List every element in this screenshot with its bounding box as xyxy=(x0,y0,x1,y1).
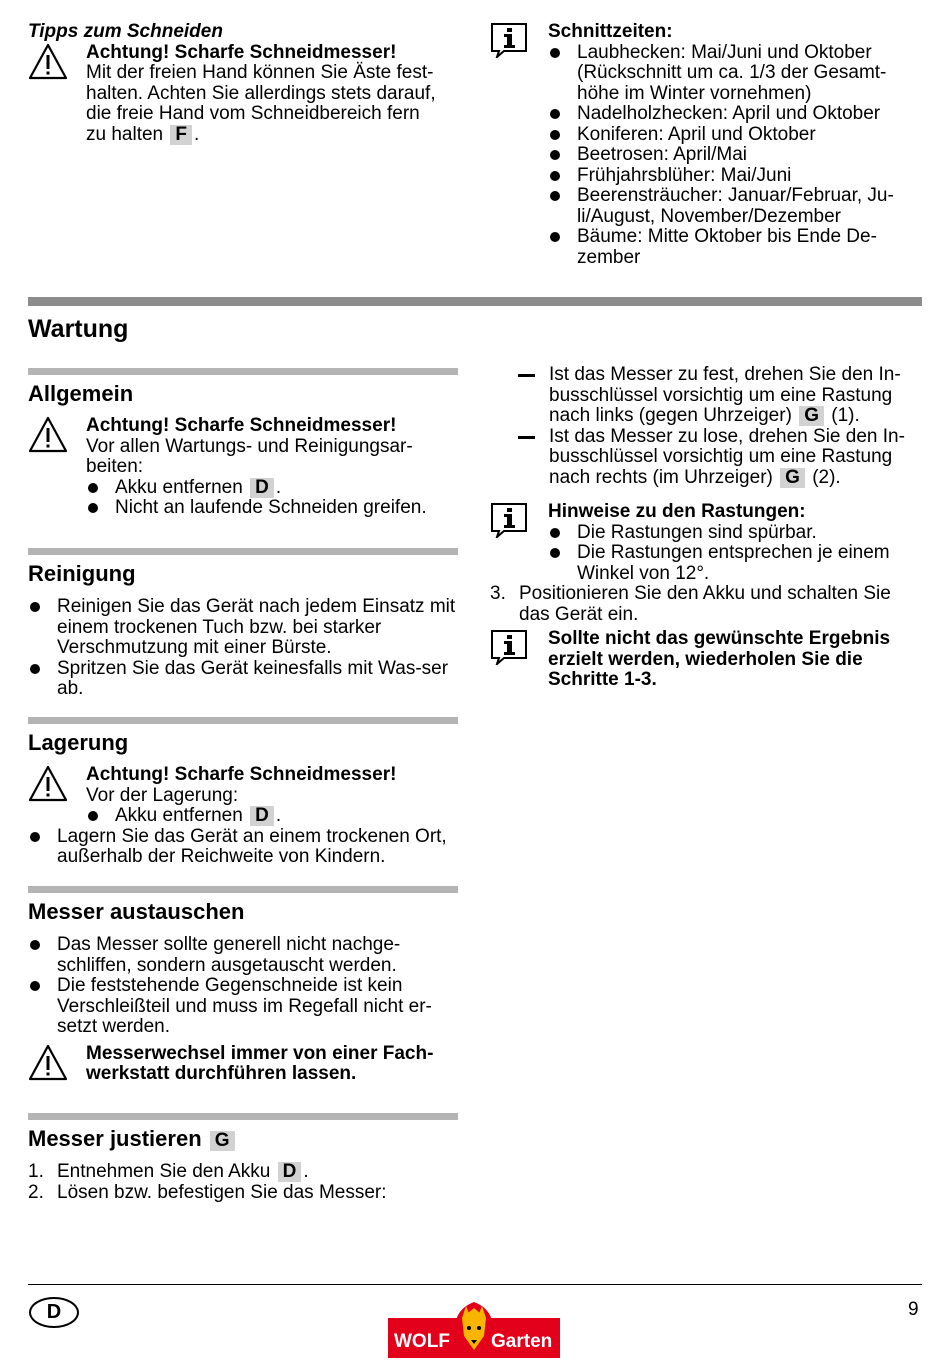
final-note-text: Sollte nicht das gewünschte Ergebnis erzielt werden, wiederholen Sie die Schritte 1-3. xyxy=(548,628,891,690)
subsection-divider xyxy=(28,886,458,893)
footer-divider xyxy=(28,1284,922,1285)
allgemein-warning-text: Vor allen Wartungs- und Reinigungsar-beiten: xyxy=(86,435,413,477)
lagerung-sublist xyxy=(86,806,460,827)
subsection-divider xyxy=(28,1113,458,1120)
logo-text-right: Garten xyxy=(491,1331,553,1352)
warning-triangle-icon xyxy=(28,416,68,453)
list-item: Laubhecken: Mai/Juni und Oktober (Rückschnitt um ca. 1/3 der Gesamt-höhe im Winter vornehmen) xyxy=(548,43,922,105)
list-item: Die Rastungen entsprechen je einem Winkel von 12°. xyxy=(548,543,922,584)
tipps-warning-title: Achtung! Scharfe Schneidmesser! xyxy=(86,41,397,63)
info-icon xyxy=(490,629,528,665)
list-item: 2. Lösen bzw. befestigen Sie das Messer: xyxy=(28,1181,387,1203)
messer-justieren-steps xyxy=(28,1162,460,1203)
tipps-warning-line-3: die freie Hand vom Schneidbereich fern xyxy=(86,103,420,124)
list-item: Das Messer sollte generell nicht nachge-schliffen, sondern ausgetauscht werden. xyxy=(28,935,460,976)
warning-triangle-icon xyxy=(28,1044,68,1081)
messer-austauschen-section xyxy=(28,899,460,1085)
step-3 xyxy=(490,584,922,625)
wolf-garten-logo xyxy=(388,1302,560,1358)
list-item: Die Rastungen sind spürbar. xyxy=(548,523,922,544)
list-item: Akku entfernen D . xyxy=(86,478,460,499)
messer-austauschen-warning-text: Messerwechsel immer von einer Fach-werkstatt durchführen lassen. xyxy=(86,1042,434,1084)
list-item: Ist das Messer zu fest, drehen Sie den In-busschlüssel vorsichtig um eine Rastung nach links (gegen Uhrzeiger) G (1). xyxy=(490,365,922,427)
reinigung-section xyxy=(28,561,460,700)
hinweise-note xyxy=(490,502,922,584)
tipps-warning xyxy=(28,43,460,146)
list-item: Beetrosen: April/Mai xyxy=(548,145,922,166)
dash-list xyxy=(490,365,922,488)
list-item: Reinigen Sie das Gerät nach jedem Einsatz mit einem trockenen Tuch bzw. bei starker Verschmutzung mit einer Bürste. xyxy=(28,597,460,659)
list-item: Bäume: Mitte Oktober bis Ende De-zember xyxy=(548,227,922,268)
list-item: Die feststehende Gegenschneide ist kein Verschleißteil und muss im Regefall nicht er-setzt werden. xyxy=(28,976,460,1038)
list-item: Nicht an laufende Schneiden greifen. xyxy=(86,498,460,519)
wartung-heading: Wartung xyxy=(28,315,129,343)
list-item: 3. Positionieren Sie den Akku und schalten Sie das Gerät ein. xyxy=(490,583,891,625)
tipps-section xyxy=(28,22,460,145)
figure-ref-badge: G xyxy=(210,1131,235,1151)
info-icon xyxy=(490,502,528,538)
list-item: 1. Entnehmen Sie den Akku D . xyxy=(28,1161,309,1182)
schnittzeiten-list xyxy=(548,43,922,269)
list-item: Frühjahrsblüher: Mai/Juni xyxy=(548,166,922,187)
info-icon xyxy=(490,22,528,58)
warning-triangle-icon xyxy=(28,43,68,80)
figure-ref-badge: F xyxy=(170,125,192,145)
tipps-title: Tipps zum Schneiden xyxy=(28,21,223,42)
figure-ref-badge: D xyxy=(278,1162,302,1182)
list-item: Lagern Sie das Gerät an einem trockenen Ort, außerhalb der Reichweite von Kindern. xyxy=(28,827,460,868)
wolf-logo-icon xyxy=(388,1302,560,1358)
messer-austauschen-heading: Messer austauschen xyxy=(28,899,245,924)
schnittzeiten-note xyxy=(490,22,922,268)
messer-austauschen-list xyxy=(28,935,460,1038)
warning-triangle-icon xyxy=(28,765,68,802)
reinigung-list xyxy=(28,597,460,700)
allgemein-warning xyxy=(28,416,460,519)
list-item: Spritzen Sie das Gerät keinesfalls mit Was-ser ab. xyxy=(28,659,460,700)
schnittzeiten-title: Schnittzeiten: xyxy=(548,21,673,42)
tipps-warning-line-1: Mit der freien Hand können Sie Äste fest- xyxy=(86,62,434,83)
justieren-continued xyxy=(490,365,922,691)
allgemein-list xyxy=(86,478,460,519)
figure-ref-badge: G xyxy=(780,468,805,488)
tipps-warning-line-4: zu halten F . xyxy=(86,123,200,145)
messer-austauschen-warning xyxy=(28,1044,460,1085)
allgemein-warning-title: Achtung! Scharfe Schneidmesser! xyxy=(86,415,397,436)
messer-justieren-section xyxy=(28,1126,460,1203)
tipps-warning-line-2: halten. Achten Sie allerdings stets darauf, xyxy=(86,82,436,104)
language-badge: D xyxy=(29,1297,79,1328)
hinweise-list xyxy=(548,523,922,585)
list-item: Ist das Messer zu lose, drehen Sie den In-busschlüssel vorsichtig um eine Rastung nach rechts (im Uhrzeiger) G (2). xyxy=(490,427,922,489)
list-item: Koniferen: April und Oktober xyxy=(548,125,922,146)
lagerung-list xyxy=(28,827,460,868)
schnittzeiten-section xyxy=(490,22,922,268)
lagerung-warning xyxy=(28,765,460,827)
page-number: 9 xyxy=(908,1299,919,1320)
figure-ref-badge: G xyxy=(799,406,824,426)
figure-ref-badge: D xyxy=(250,478,274,498)
allgemein-heading: Allgemein xyxy=(28,381,134,406)
messer-justieren-heading: Messer justieren G xyxy=(28,1126,460,1152)
subsection-divider xyxy=(28,717,458,724)
lagerung-warning-text: Vor der Lagerung: xyxy=(86,784,239,806)
figure-ref-badge: D xyxy=(250,806,274,826)
subsection-divider xyxy=(28,548,458,555)
list-item: Akku entfernen D . xyxy=(86,806,460,827)
allgemein-section xyxy=(28,381,460,519)
lagerung-section xyxy=(28,730,460,868)
hinweise-title: Hinweise zu den Rastungen: xyxy=(548,501,806,522)
reinigung-heading: Reinigung xyxy=(28,561,136,586)
list-item: Nadelholzhecken: April und Oktober xyxy=(548,104,922,125)
lagerung-warning-title: Achtung! Scharfe Schneidmesser! xyxy=(86,764,397,785)
section-divider xyxy=(28,297,922,306)
subsection-divider xyxy=(28,368,458,375)
final-note xyxy=(490,629,922,691)
lagerung-heading: Lagerung xyxy=(28,730,129,755)
list-item: Beerensträucher: Januar/Februar, Ju-li/August, November/Dezember xyxy=(548,186,922,227)
logo-text-left: WOLF xyxy=(394,1331,450,1352)
